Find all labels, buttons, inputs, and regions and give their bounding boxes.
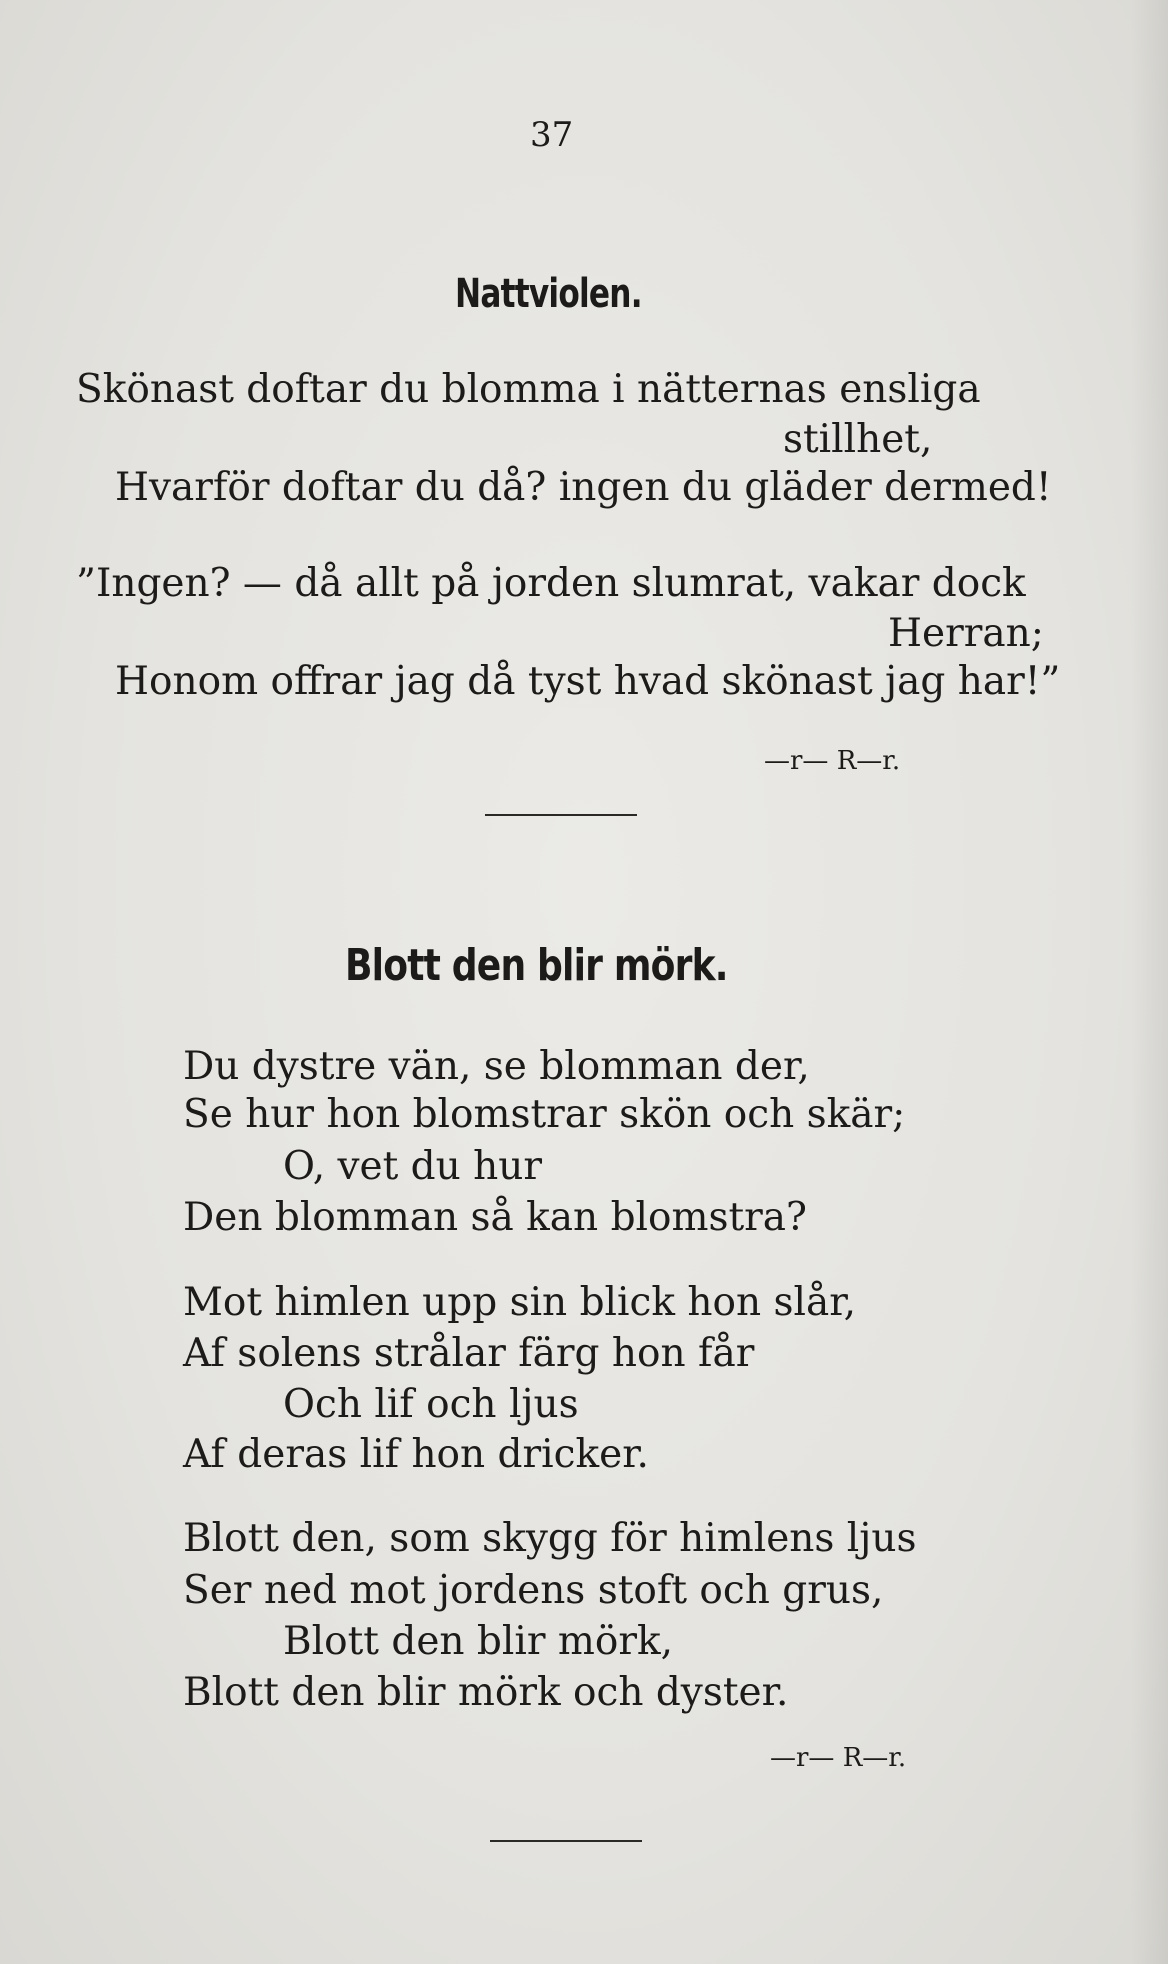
poem-line: Mot himlen upp sin blick hon slår, xyxy=(183,1280,856,1325)
poem-line: Skönast doftar du blomma i nätternas ensliga xyxy=(76,367,981,412)
poem-line: ”Ingen? — då allt på jorden slumrat, vakar dock xyxy=(76,561,1026,606)
poem-line: stillhet, xyxy=(783,417,933,462)
author-signature: —r— R—r. xyxy=(770,1743,907,1773)
section-divider xyxy=(490,1840,642,1842)
poem-line: Honom offrar jag då tyst hvad skönast jag har!” xyxy=(115,659,1061,704)
poem-line: Blott den blir mörk och dyster. xyxy=(183,1670,789,1715)
poem-title-nattviolen: Nattviolen. xyxy=(455,271,642,317)
author-signature: —r— R—r. xyxy=(764,746,901,776)
poem-title-blott-den-blir-mork: Blott den blir mörk. xyxy=(345,940,728,991)
section-divider xyxy=(485,814,637,816)
poem-line: Af deras lif hon dricker. xyxy=(183,1432,649,1477)
poem-line: Blott den blir mörk, xyxy=(283,1619,673,1664)
page-number: 37 xyxy=(530,115,574,155)
poem-line: Af solens strålar färg hon får xyxy=(183,1331,755,1376)
poem-line: Du dystre vän, se blomman der, xyxy=(183,1044,810,1089)
poem-line: Blott den, som skygg för himlens ljus xyxy=(183,1516,917,1561)
poem-line: O, vet du hur xyxy=(283,1144,543,1189)
poem-line: Se hur hon blomstrar skön och skär; xyxy=(183,1092,906,1137)
page-edge-shadow xyxy=(1130,0,1168,1964)
poem-line: Och lif och ljus xyxy=(283,1382,579,1427)
poem-line: Den blomman så kan blomstra? xyxy=(183,1195,807,1240)
poem-line: Herran; xyxy=(888,611,1044,656)
poem-line: Ser ned mot jordens stoft och grus, xyxy=(183,1568,884,1613)
poem-line: Hvarför doftar du då? ingen du gläder dermed! xyxy=(115,465,1052,510)
